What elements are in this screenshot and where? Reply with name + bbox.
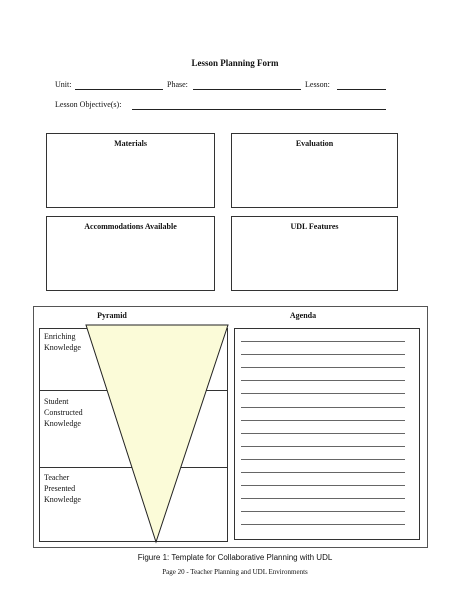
level-student-constructed-label: Student Constructed Knowledge [44, 397, 83, 428]
agenda-line[interactable] [241, 341, 405, 342]
agenda-line[interactable] [241, 511, 405, 512]
agenda-line[interactable] [241, 498, 405, 499]
agenda-line[interactable] [241, 446, 405, 447]
lesson-label: Lesson: [305, 80, 330, 89]
level-enriching-label: Enriching Knowledge [44, 332, 81, 352]
agenda-line[interactable] [241, 420, 405, 421]
level-teacher-presented-label: Teacher Presented Knowledge [44, 473, 81, 504]
agenda-line[interactable] [241, 472, 405, 473]
objective-label: Lesson Objective(s): [55, 100, 122, 109]
agenda-line[interactable] [241, 393, 405, 394]
udl-features-label: UDL Features [290, 222, 339, 231]
agenda-line[interactable] [241, 354, 405, 355]
evaluation-label: Evaluation [295, 139, 334, 148]
agenda-line[interactable] [241, 459, 405, 460]
agenda-line[interactable] [241, 407, 405, 408]
agenda-line[interactable] [241, 367, 405, 368]
materials-label: Materials [114, 139, 147, 148]
page-caption: Page 20 - Teacher Planning and UDL Environments [162, 568, 308, 576]
figure-caption: Figure 1: Template for Collaborative Planning with UDL [137, 553, 333, 562]
unit-label: Unit: [55, 80, 72, 89]
accommodations-label: Accommodations Available [84, 222, 177, 231]
pyramid-header: Pyramid [97, 311, 127, 320]
agenda-line[interactable] [241, 380, 405, 381]
form-title: Lesson Planning Form [191, 58, 279, 68]
agenda-line[interactable] [241, 485, 405, 486]
agenda-line[interactable] [241, 433, 405, 434]
agenda-line[interactable] [241, 524, 405, 525]
agenda-header: Agenda [289, 311, 317, 320]
phase-label: Phase: [167, 80, 188, 89]
agenda-box[interactable] [234, 328, 420, 540]
